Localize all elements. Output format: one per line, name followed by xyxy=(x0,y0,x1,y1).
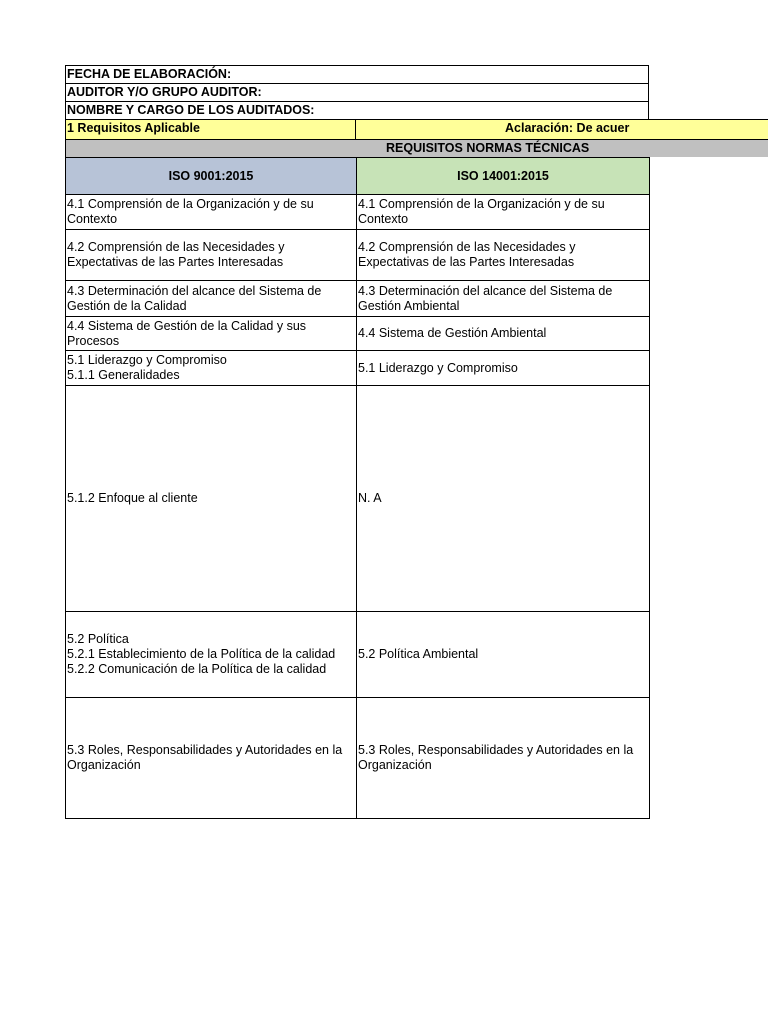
requisitos-aplicable-label: 1 Requisitos Aplicable xyxy=(67,121,200,135)
auditados-row[interactable] xyxy=(65,101,649,119)
cell-text: 4.2 Comprensión de las Necesidades y Expectativas de las Partes Interesadas xyxy=(358,240,576,269)
iso9001-cell[interactable] xyxy=(66,317,357,351)
requisitos-normas-title: REQUISITOS NORMAS TÉCNICAS xyxy=(386,141,590,155)
iso14001-cell[interactable] xyxy=(357,195,650,230)
cell-text: 5.2 Política xyxy=(67,632,129,646)
iso14001-cell[interactable] xyxy=(357,317,650,351)
cell-text: 4.3 Determinación del alcance del Sistema de Gestión Ambiental xyxy=(358,283,613,313)
requisitos-aplicable-row xyxy=(65,119,768,139)
cell-text: 5.2.1 Establecimiento de la Política de la calidad xyxy=(67,647,336,661)
iso14001-cell[interactable] xyxy=(357,698,650,819)
column-header-iso14001-label: ISO 14001:2015 xyxy=(457,168,549,183)
cell-text: 4.4 Sistema de Gestión Ambiental xyxy=(358,326,547,340)
column-header-row xyxy=(66,158,650,195)
aclaracion-cell[interactable] xyxy=(356,120,768,139)
cell-text: 5.3 Roles, Responsabilidades y Autoridades en la Organización xyxy=(358,743,634,772)
cell-text: 4.1 Comprensión de la Organización y de su Contexto xyxy=(358,197,605,226)
requirements-table xyxy=(65,157,650,819)
cell-text: 4.3 Determinación del alcance del Sistema de Gestión de la Calidad xyxy=(67,283,322,313)
cell-text: 5.3 Roles, Responsabilidades y Autoridades en la Organización xyxy=(67,743,343,772)
cell-text: 5.1.2 Enfoque al cliente xyxy=(67,491,198,505)
fecha-elaboracion-label: FECHA DE ELABORACIÓN: xyxy=(67,67,232,81)
iso14001-cell[interactable] xyxy=(357,351,650,386)
table-row xyxy=(66,317,650,351)
iso14001-cell[interactable] xyxy=(357,281,650,317)
cell-text: 4.4 Sistema de Gestión de la Calidad y sus Procesos xyxy=(67,318,307,348)
column-header-iso9001[interactable] xyxy=(66,158,357,195)
table-row xyxy=(66,698,650,819)
table-row xyxy=(66,351,650,386)
cell-text: 5.1.1 Generalidades xyxy=(67,368,180,382)
requisitos-normas-row[interactable] xyxy=(65,139,768,157)
auditor-row[interactable] xyxy=(65,83,649,101)
table-row xyxy=(66,195,650,230)
table-row xyxy=(66,386,650,612)
iso14001-cell[interactable] xyxy=(357,612,650,698)
table-row xyxy=(66,281,650,317)
column-header-iso14001[interactable] xyxy=(357,158,650,195)
aclaracion-label: Aclaración: De acuer xyxy=(505,121,630,135)
iso9001-cell[interactable] xyxy=(66,698,357,819)
cell-text: 5.1 Liderazgo y Compromiso xyxy=(358,360,518,375)
requisitos-aplicable-cell[interactable] xyxy=(65,120,356,139)
iso9001-cell[interactable] xyxy=(66,612,357,698)
cell-text: 4.2 Comprensión de las Necesidades y Expectativas de las Partes Interesadas xyxy=(67,240,285,269)
iso9001-cell[interactable] xyxy=(66,230,357,281)
cell-text: 4.1 Comprensión de la Organización y de su Contexto xyxy=(67,197,314,226)
cell-text: 5.2.2 Comunicación de la Política de la calidad xyxy=(67,662,327,676)
table-row xyxy=(66,612,650,698)
column-header-iso9001-label: ISO 9001:2015 xyxy=(168,168,254,183)
cell-text: N. A xyxy=(358,491,382,505)
auditor-label: AUDITOR Y/O GRUPO AUDITOR: xyxy=(67,85,262,99)
iso9001-cell[interactable] xyxy=(66,386,357,612)
fecha-elaboracion-row[interactable] xyxy=(65,65,649,83)
table-row xyxy=(66,230,650,281)
iso9001-cell[interactable] xyxy=(66,195,357,230)
iso9001-cell[interactable] xyxy=(66,281,357,317)
iso14001-cell[interactable] xyxy=(357,230,650,281)
cell-text: 5.1 Liderazgo y Compromiso xyxy=(67,353,227,367)
auditados-label: NOMBRE Y CARGO DE LOS AUDITADOS: xyxy=(67,103,315,117)
iso9001-cell[interactable] xyxy=(66,351,357,386)
iso14001-cell[interactable] xyxy=(357,386,650,612)
cell-text: 5.2 Política Ambiental xyxy=(358,647,479,661)
spreadsheet-sheet xyxy=(65,65,768,819)
